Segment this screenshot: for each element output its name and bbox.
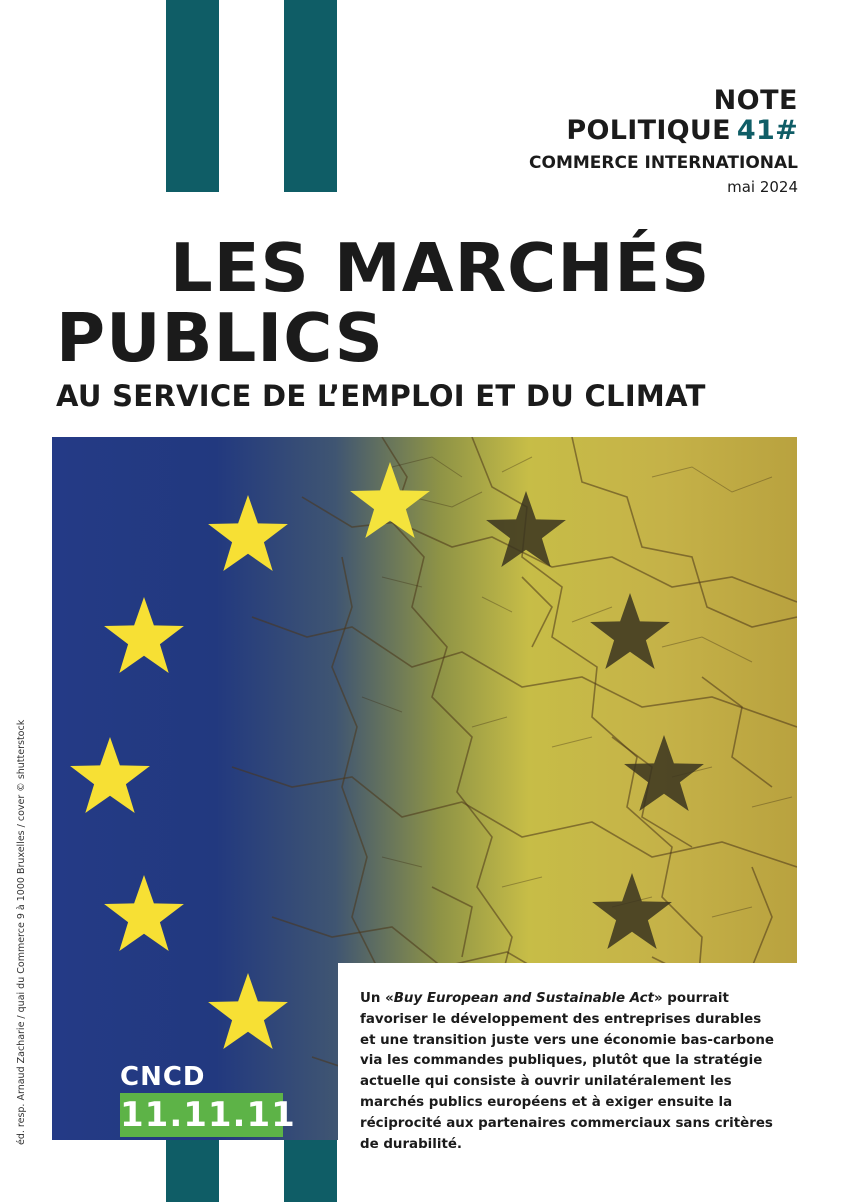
eu-star-hole-icon	[590, 593, 670, 669]
title-line-2: PUBLICS	[56, 299, 384, 377]
eu-star-hole-icon	[592, 873, 672, 949]
summary-box	[338, 963, 797, 1152]
section-label: COMMERCE INTERNATIONAL	[529, 153, 798, 173]
logo-number-bar: 11.11.11	[120, 1095, 296, 1135]
summary-text	[360, 989, 780, 1155]
decorative-teal-bar-bottom-right	[284, 1140, 337, 1202]
eu-star-icon	[104, 597, 184, 673]
eu-star-icon	[208, 495, 288, 571]
eu-star-icon	[208, 973, 288, 1049]
politique-label	[529, 116, 798, 146]
decorative-teal-bar-bottom-left	[166, 1140, 219, 1202]
summary-prefix: Un «	[360, 991, 394, 1006]
eu-star-icon	[104, 875, 184, 951]
politique-text: POLITIQUE	[566, 115, 731, 146]
eu-star-hole-icon	[486, 491, 566, 567]
publication-date: mai 2024	[727, 178, 798, 196]
eu-star-icon	[70, 737, 150, 813]
publisher-credit: éd. resp. Arnaud Zacharie / quai du Commerce 9 à 1000 Bruxelles / cover © shutterstock	[16, 719, 27, 1145]
logo-cncd-text: CNCD	[120, 1062, 206, 1092]
title-line-1: LES MARCHÉS	[170, 229, 711, 307]
summary-act-name: Buy European and Sustainable Act	[393, 991, 654, 1006]
note-label: NOTE	[713, 85, 798, 116]
issue-number: 41#	[736, 115, 798, 146]
decorative-teal-bar-left	[166, 0, 219, 192]
eu-star-hole-icon	[624, 735, 704, 811]
eu-star-icon	[350, 462, 430, 538]
subtitle: AU SERVICE DE L’EMPLOI ET DU CLIMAT	[56, 379, 706, 413]
summary-body: » pourrait favoriser le développement des entreprises durables et une transition juste vers une économie bas-carbone via les commandes publiques, plutôt que la stratégie actuelle qui consiste à ouvrir unilatéralement les marchés publics européens et à exiger ensuite la réciprocité aux partenaires commerciaux sans critères de durabilité.	[360, 991, 774, 1152]
publication-header	[529, 86, 798, 198]
decorative-teal-bar-right	[284, 0, 337, 192]
